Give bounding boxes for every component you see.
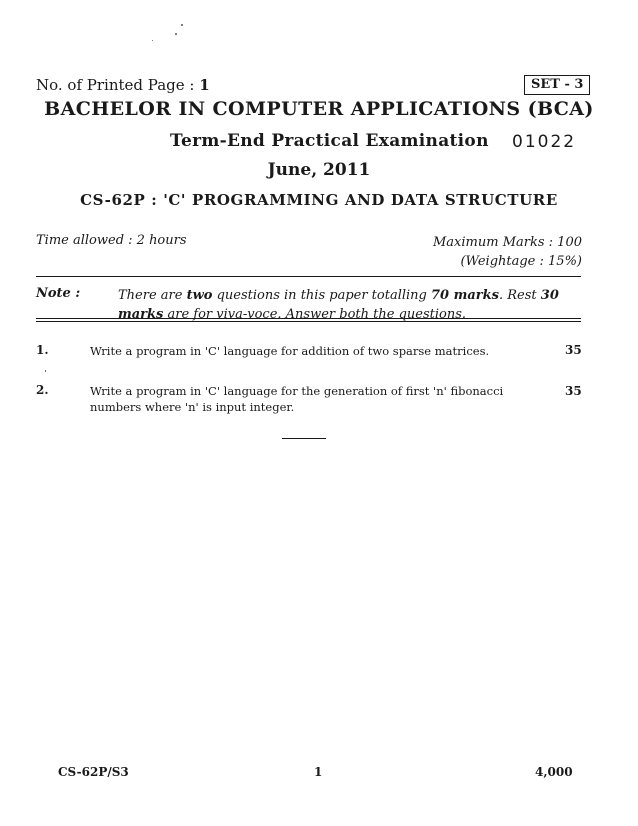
scan-speck [152,40,153,41]
set-badge: SET - 3 [524,75,590,95]
rule-top [36,276,581,277]
footer-code: CS-62P/S3 [58,765,129,779]
rule-bottom-2 [36,321,581,322]
note-part: There are [118,288,187,303]
note-part: questions in this paper totalling [212,288,432,303]
rule-bottom-1 [36,318,581,319]
paper-code: 01022 [512,132,577,152]
degree-title: BACHELOR IN COMPUTER APPLICATIONS (BCA) [44,98,594,120]
printed-pages [36,76,210,94]
note-part: . Rest [499,288,541,303]
weightage: (Weightage : 15%) [460,254,582,269]
printed-pages-label: No. of Printed Page : [36,76,200,94]
question-number: 2. [36,383,49,397]
course-title: CS-62P : 'C' PROGRAMMING AND DATA STRUCTURE [80,191,558,209]
note-emphasis: two [186,288,213,303]
question-number: 1. [36,343,49,357]
scan-speck [181,24,183,26]
end-divider [282,438,326,439]
question-marks: 35 [565,343,582,357]
scan-speck [175,33,177,35]
time-allowed: Time allowed : 2 hours [36,233,187,248]
scan-speck [45,370,46,372]
printed-pages-value: 1 [199,76,210,94]
footer-page: 1 [314,765,323,779]
note-part: are for viva-voce. Answer both the questions. [163,307,467,322]
footer-copies: 4,000 [535,765,573,779]
note-emphasis: 30 marks [118,288,559,322]
session: June, 2011 [267,160,371,180]
marks-block [433,233,582,271]
question-marks: 35 [565,384,582,398]
note-label: Note : [36,286,81,301]
question-text: Write a program in 'C' language for the generation of first 'n' fibonacci numbers where 'n' is input integer. [90,384,504,414]
note-emphasis: 70 marks [431,288,499,303]
exam-title: Term-End Practical Examination [170,131,489,151]
question-text: Write a program in 'C' language for addition of two sparse matrices. [90,344,490,358]
max-marks: Maximum Marks : 100 [433,235,582,250]
